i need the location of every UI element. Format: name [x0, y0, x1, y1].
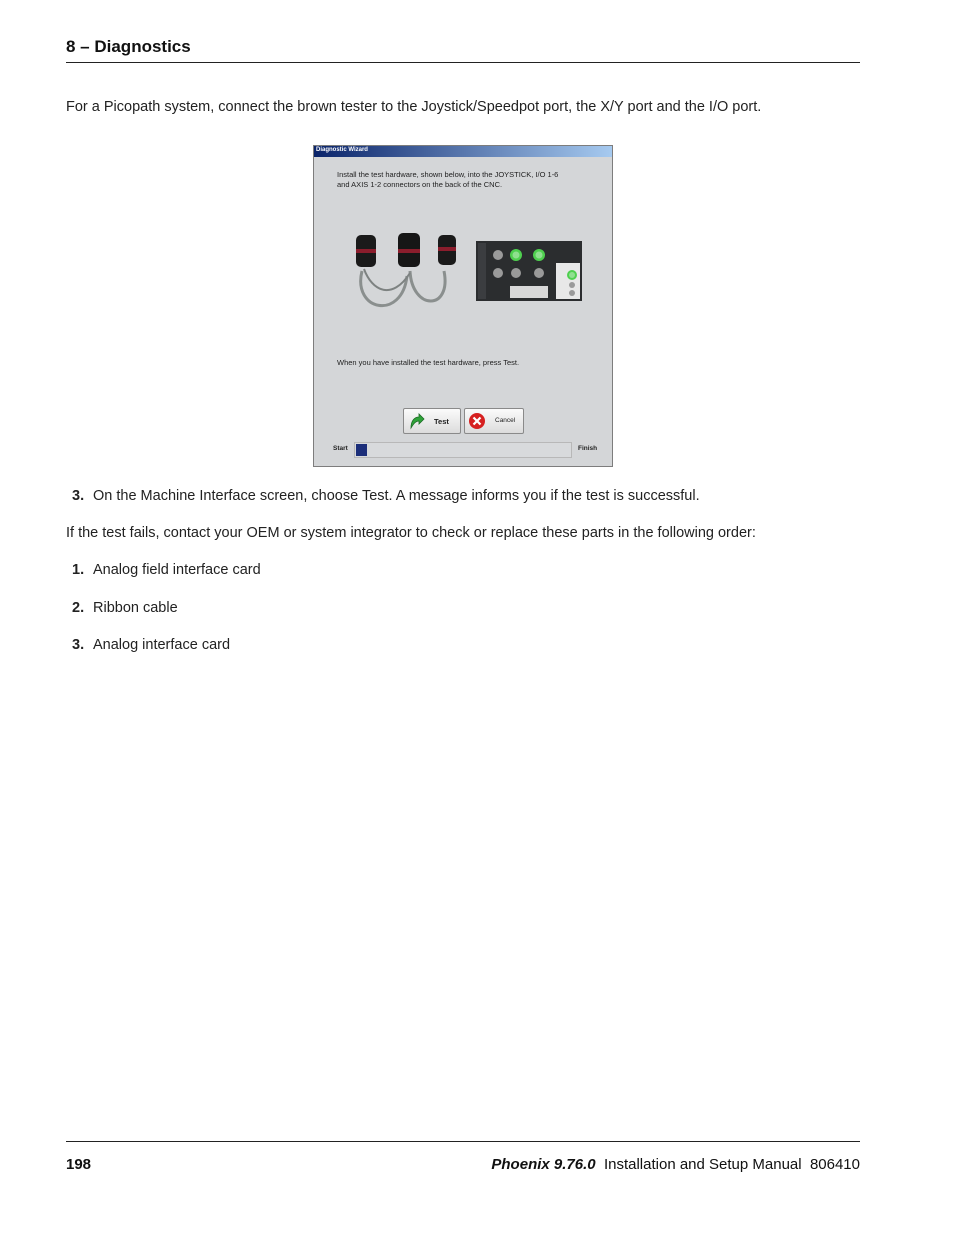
red-x-icon	[468, 412, 486, 430]
diagnostic-wizard-screenshot	[313, 145, 613, 467]
parts-list-text: Ribbon cable	[93, 600, 178, 616]
parts-list-item	[72, 600, 178, 616]
parts-list-number: 3.	[72, 637, 85, 653]
green-arrow-icon	[407, 412, 425, 430]
parts-list-item	[72, 637, 230, 653]
wizard-instruction-line1: Install the test hardware, shown below, into the JOYSTICK, I/O 1-6	[337, 170, 559, 179]
progress-start-label: Start	[333, 445, 348, 452]
parts-list-number: 2.	[72, 600, 85, 616]
progress-finish-label: Finish	[578, 445, 598, 452]
section-header: 8 – Diagnostics	[66, 37, 191, 56]
step-3-number: 3.	[72, 488, 85, 504]
test-button[interactable]	[403, 408, 461, 434]
fail-paragraph: If the test fails, contact your OEM or system integrator to check or replace these parts in the following order:	[66, 525, 756, 541]
parts-list-text: Analog field interface card	[93, 562, 261, 578]
wizard-instruction-line2: and AXIS 1-2 connectors on the back of the CNC.	[337, 180, 503, 189]
parts-list-number: 1.	[72, 562, 85, 578]
cnc-back-panel-image	[476, 241, 582, 301]
cable-connectors-image	[352, 231, 472, 321]
test-button-label: Test	[434, 417, 449, 426]
footer-manual-title: Installation and Setup Manual	[603, 1156, 802, 1173]
header-divider	[66, 62, 860, 63]
footer-part-number: 806410	[809, 1156, 860, 1173]
cancel-button[interactable]	[464, 408, 524, 434]
step-3	[72, 488, 700, 504]
wizard-instructions	[337, 170, 597, 190]
cancel-button-label: Cancel	[495, 417, 516, 424]
page-number: 198	[66, 1156, 92, 1173]
intro-paragraph: For a Picopath system, connect the brown tester to the Joystick/Speedpot port, the X/Y port and the I/O port.	[66, 99, 762, 115]
progress-fill	[356, 444, 367, 456]
parts-list-item	[72, 562, 261, 578]
progress-bar	[354, 442, 572, 458]
wizard-title: Diagnostic Wizard	[316, 147, 368, 153]
parts-list-text: Analog interface card	[93, 637, 231, 653]
wizard-instruction-after: When you have installed the test hardware, press Test.	[337, 358, 520, 367]
footer-divider	[66, 1141, 860, 1142]
step-3-text: On the Machine Interface screen, choose Test. A message informs you if the test is successful.	[93, 488, 700, 504]
wizard-title-bar	[314, 146, 612, 157]
footer-product: Phoenix 9.76.0	[491, 1156, 596, 1173]
footer-title	[491, 1156, 860, 1173]
